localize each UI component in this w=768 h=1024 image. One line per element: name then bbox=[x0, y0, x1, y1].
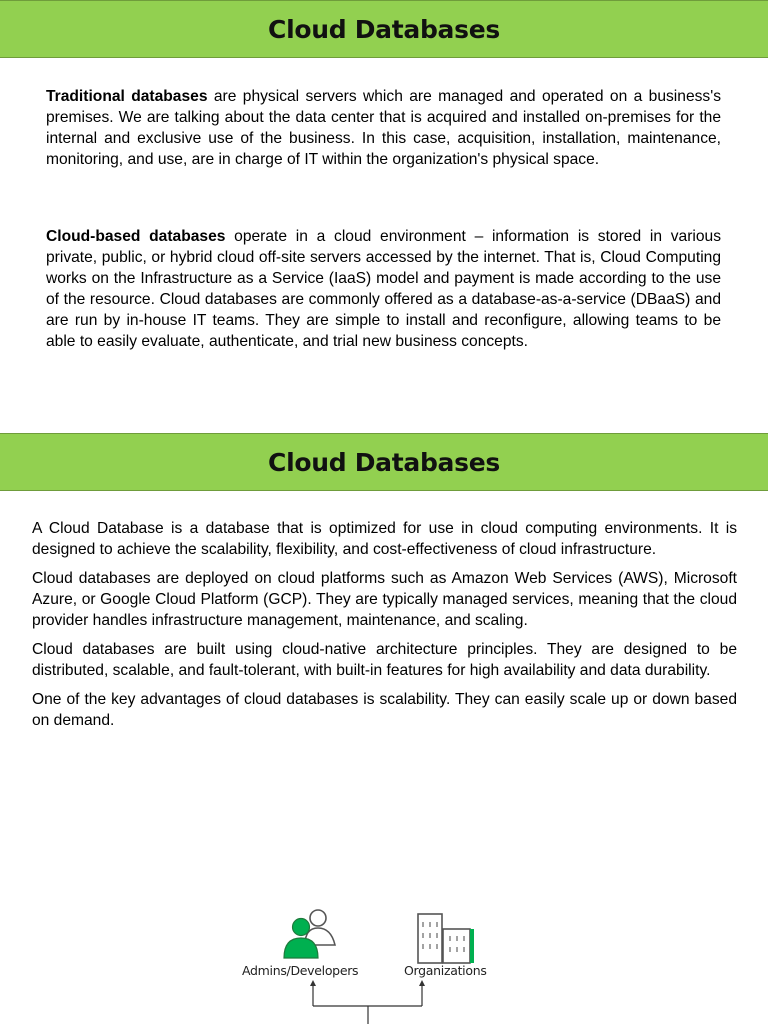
slide2-paragraph: A Cloud Database is a database that is optimized for use in cloud computing environments. It is designed to achieve the scalability, flexibility, and cost-effectiveness of cloud infrastructure. bbox=[32, 520, 737, 558]
cloud-based-databases-term: Cloud-based databases bbox=[46, 228, 226, 245]
slide2-title: Cloud Databases bbox=[268, 447, 500, 477]
arrowhead-left bbox=[310, 980, 316, 986]
architecture-diagram bbox=[0, 900, 768, 1024]
slide2-title-banner bbox=[0, 433, 768, 491]
slide2-body bbox=[32, 518, 737, 739]
cloud-based-databases-text: operate in a cloud environment – information is stored in various private, public, or hybrid cloud off-site servers accessed by the internet. That is, Cloud Computing works on the Infrastructure as a Service (IaaS) model and payment is made according to the use of the resource. Cloud databases are commonly offered as a database-as-a-service (DBaaS) and are run by in-house IT teams. They are simple to install and reconfigure, allowing teams to be able to easily evaluate, authenticate, and trial new business concepts. bbox=[46, 228, 721, 350]
organizations-label: Organizations bbox=[404, 963, 487, 978]
users-icon bbox=[284, 910, 335, 958]
traditional-databases-paragraph bbox=[46, 86, 721, 170]
traditional-databases-text: are physical servers which are managed and operated on a business's premises. We are talking about the data center that is acquired and installed on-premises for the internal and exclusive use of the business. In this case, acquisition, installation, maintenance, monitoring, and use, are in charge of IT within the organization's physical space. bbox=[46, 88, 721, 168]
admins-developers-label: Admins/Developers bbox=[242, 963, 359, 978]
slide2-paragraph: Cloud databases are deployed on cloud platforms such as Amazon Web Services (AWS), Microsoft Azure, or Google Cloud Platform (GCP). They are typically managed services, meaning that the cloud provider handles infrastructure management, maintenance, and scaling. bbox=[32, 570, 737, 629]
buildings-icon bbox=[418, 914, 474, 963]
slide2-paragraph: One of the key advantages of cloud databases is scalability. They can easily scale up or down based on demand. bbox=[32, 691, 737, 729]
diagram-graphics bbox=[0, 900, 768, 1024]
slide2-paragraph: Cloud databases are built using cloud-native architecture principles. They are designed to be distributed, scalable, and fault-tolerant, with built-in features for high availability and data durability. bbox=[32, 641, 737, 679]
connector-lines bbox=[313, 982, 422, 1024]
traditional-databases-term: Traditional databases bbox=[46, 88, 208, 105]
slide1-title: Cloud Databases bbox=[268, 14, 500, 44]
arrowhead-right bbox=[419, 980, 425, 986]
cloud-based-databases-paragraph bbox=[46, 226, 721, 352]
slide1-title-banner bbox=[0, 0, 768, 58]
